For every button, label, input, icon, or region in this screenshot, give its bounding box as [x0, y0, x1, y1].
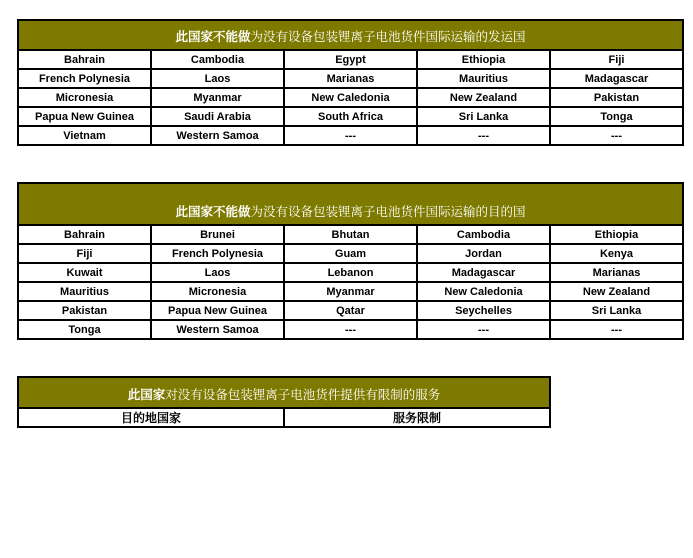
country-cell: Vietnam	[18, 126, 151, 145]
country-cell: Myanmar	[151, 88, 284, 107]
country-cell: Guam	[284, 244, 417, 263]
country-cell: Madagascar	[417, 263, 550, 282]
country-cell: Micronesia	[18, 88, 151, 107]
empty-cell: ---	[417, 126, 550, 145]
country-cell: Cambodia	[417, 225, 550, 244]
country-cell: Western Samoa	[151, 126, 284, 145]
table-row	[18, 225, 683, 244]
country-cell: Ethiopia	[550, 225, 683, 244]
country-cell: Fiji	[550, 50, 683, 69]
country-cell: Pakistan	[550, 88, 683, 107]
country-cell: Bahrain	[18, 50, 151, 69]
origin-table-body	[18, 50, 683, 145]
table-header-row	[18, 377, 550, 408]
country-cell: Madagascar	[550, 69, 683, 88]
empty-cell: ---	[550, 320, 683, 339]
limited-service-table-title	[18, 377, 550, 408]
table-row	[18, 320, 683, 339]
country-cell: Lebanon	[284, 263, 417, 282]
country-cell: Laos	[151, 69, 284, 88]
origin-table-title	[18, 20, 683, 50]
table-row	[18, 263, 683, 282]
country-cell: Tonga	[550, 107, 683, 126]
country-cell: Saudi Arabia	[151, 107, 284, 126]
country-cell: Sri Lanka	[417, 107, 550, 126]
country-cell: Brunei	[151, 225, 284, 244]
table-header-row	[18, 20, 683, 50]
country-cell: Bahrain	[18, 225, 151, 244]
country-cell: French Polynesia	[18, 69, 151, 88]
origin-restriction-table	[17, 19, 684, 146]
table-row	[18, 69, 683, 88]
country-cell: Marianas	[550, 263, 683, 282]
country-cell: New Caledonia	[417, 282, 550, 301]
country-cell: New Zealand	[550, 282, 683, 301]
country-cell: Western Samoa	[151, 320, 284, 339]
column-header-destination: 目的地国家	[18, 408, 284, 427]
country-cell: Papua New Guinea	[151, 301, 284, 320]
column-header-restriction: 服务限制	[284, 408, 550, 427]
country-cell: Laos	[151, 263, 284, 282]
title-rest-segment: 为没有设备包装锂离子电池货件国际运输的发运国	[250, 30, 526, 44]
title-bold-segment: 此国家	[127, 388, 166, 402]
table-row	[18, 107, 683, 126]
country-cell: French Polynesia	[151, 244, 284, 263]
table-row	[18, 301, 683, 320]
title-bold-segment: 此国家不能做	[175, 30, 251, 44]
empty-cell: ---	[417, 320, 550, 339]
title-rest-segment: 对没有设备包装锂离子电池货件提供有限制的服务	[165, 388, 441, 402]
country-cell: Mauritius	[18, 282, 151, 301]
title-bold-segment: 此国家不能做	[175, 205, 251, 219]
destination-restriction-table	[17, 182, 684, 340]
table-row	[18, 244, 683, 263]
country-cell: Egypt	[284, 50, 417, 69]
destination-table-body	[18, 225, 683, 339]
country-cell: Fiji	[18, 244, 151, 263]
country-cell: Pakistan	[18, 301, 151, 320]
country-cell: Jordan	[417, 244, 550, 263]
country-cell: New Zealand	[417, 88, 550, 107]
country-cell: South Africa	[284, 107, 417, 126]
country-cell: Myanmar	[284, 282, 417, 301]
country-cell: Mauritius	[417, 69, 550, 88]
table-row	[18, 282, 683, 301]
empty-cell: ---	[550, 126, 683, 145]
country-cell: Seychelles	[417, 301, 550, 320]
table-row	[18, 126, 683, 145]
table-row	[18, 50, 683, 69]
country-cell: Marianas	[284, 69, 417, 88]
empty-cell: ---	[284, 320, 417, 339]
limited-service-table	[17, 376, 551, 428]
destination-table-title	[18, 183, 683, 225]
country-cell: Qatar	[284, 301, 417, 320]
table-row	[18, 88, 683, 107]
country-cell: Micronesia	[151, 282, 284, 301]
country-cell: New Caledonia	[284, 88, 417, 107]
country-cell: Ethiopia	[417, 50, 550, 69]
country-cell: Bhutan	[284, 225, 417, 244]
table-header-row	[18, 183, 683, 225]
country-cell: Kuwait	[18, 263, 151, 282]
empty-cell: ---	[284, 126, 417, 145]
title-rest-segment: 为没有设备包装锂离子电池货件国际运输的目的国	[250, 205, 526, 219]
country-cell: Tonga	[18, 320, 151, 339]
country-cell: Papua New Guinea	[18, 107, 151, 126]
country-cell: Kenya	[550, 244, 683, 263]
column-header-row	[18, 408, 550, 427]
country-cell: Sri Lanka	[550, 301, 683, 320]
country-cell: Cambodia	[151, 50, 284, 69]
